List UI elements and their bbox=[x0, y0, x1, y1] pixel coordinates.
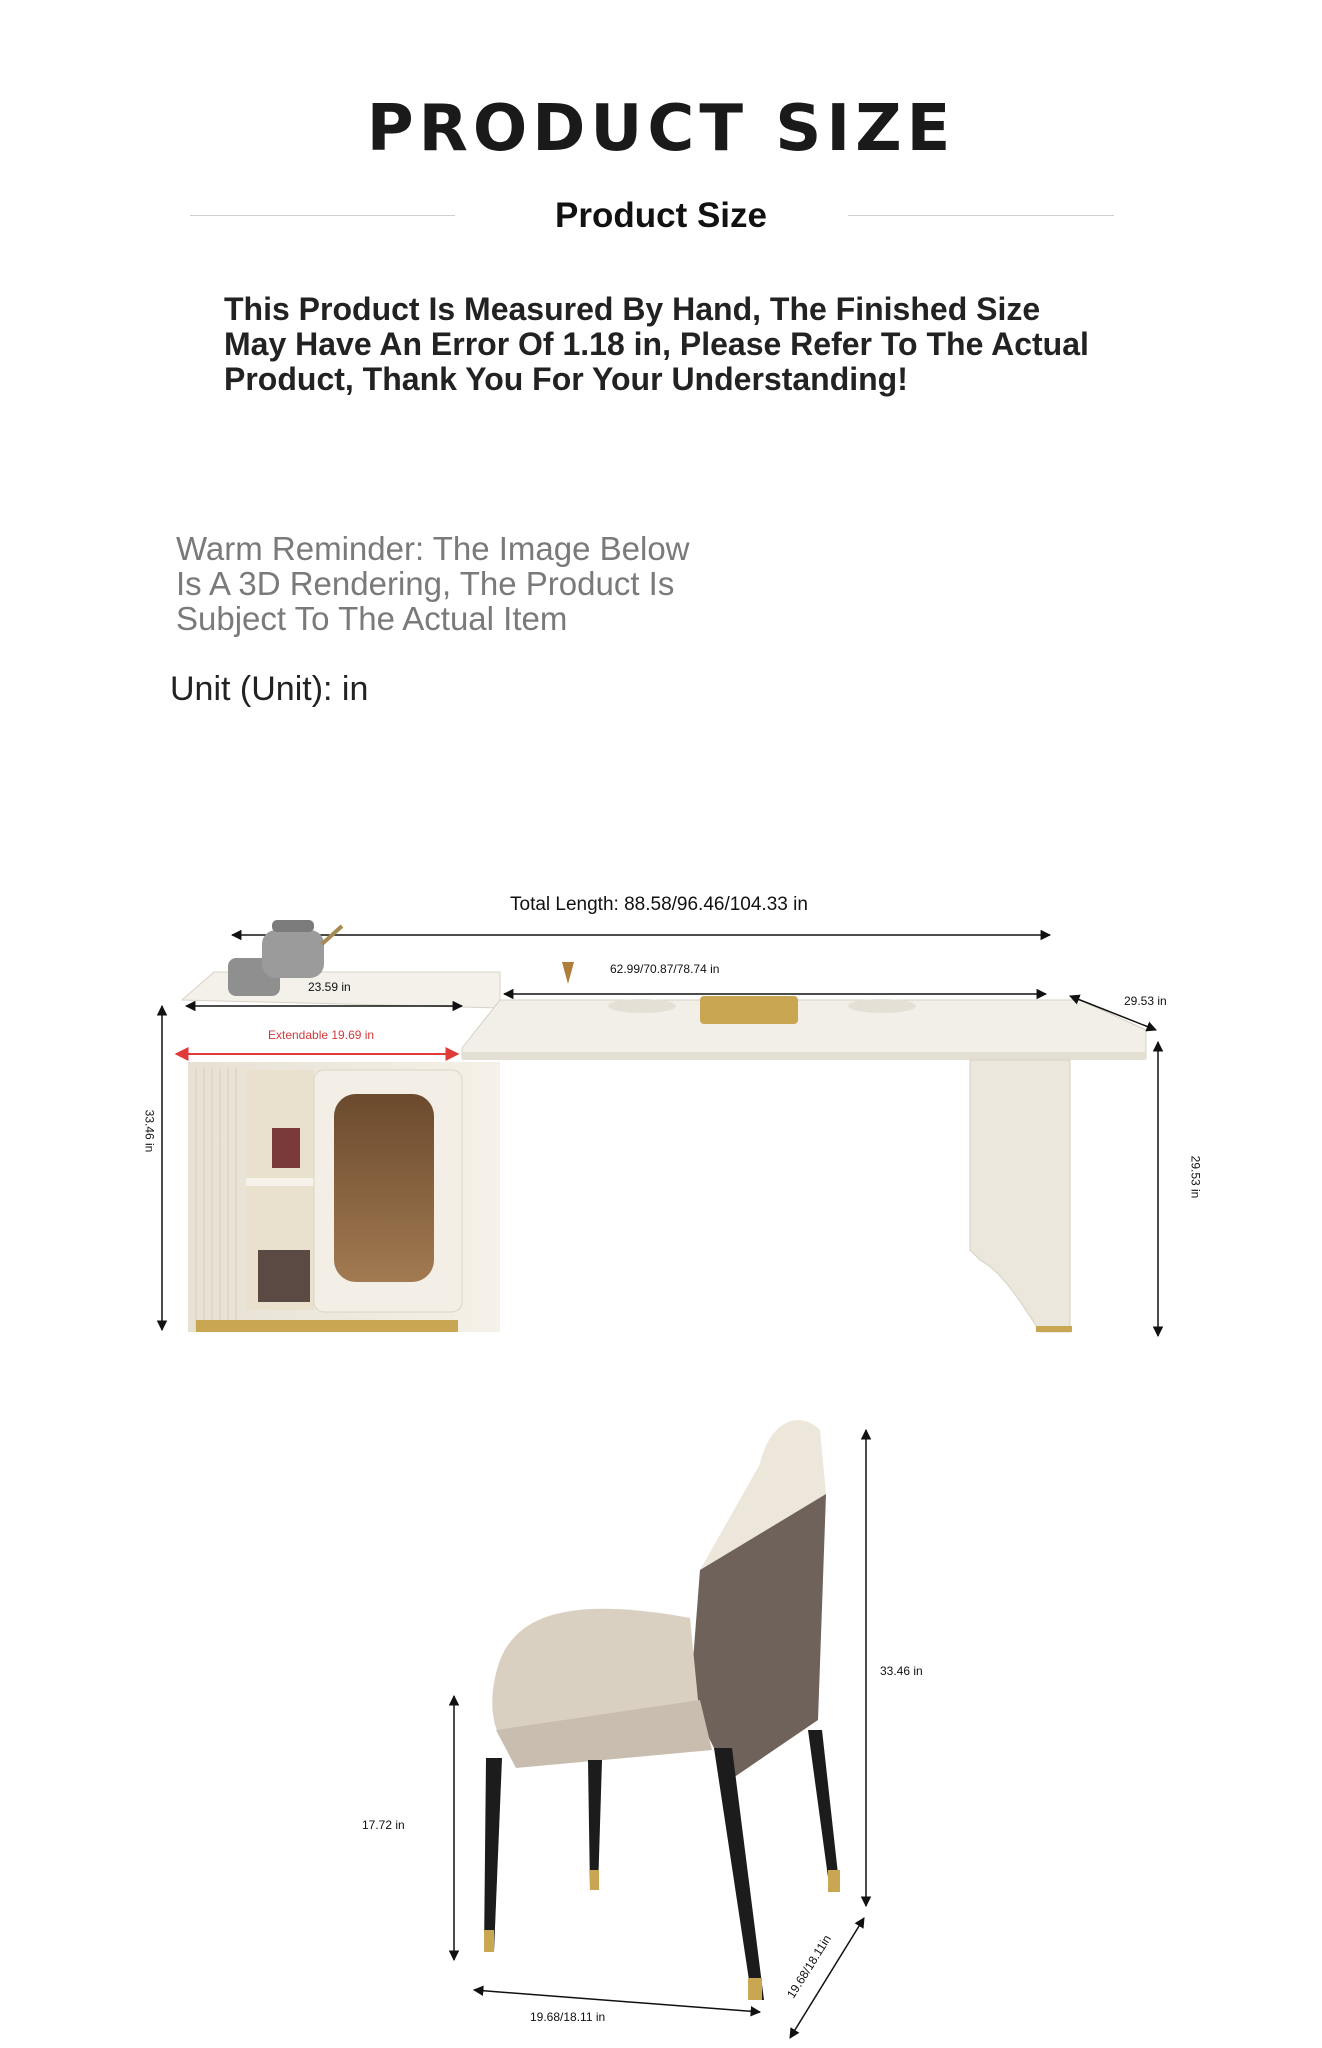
unit-label: Unit (Unit): in bbox=[170, 670, 369, 708]
table-height-label: 29.53 in bbox=[1188, 1155, 1203, 1199]
cabinet-top-width-label: 23.59 in bbox=[308, 980, 351, 994]
chair-legs bbox=[484, 1730, 840, 2000]
cabinet-height-label: 33.46 in bbox=[142, 1109, 157, 1153]
chair-width-label: 19.68/18.11 in bbox=[530, 2010, 606, 2024]
section-subtitle: Product Size bbox=[555, 196, 767, 235]
table-depth-label: 29.53 in bbox=[1124, 994, 1167, 1008]
extendable-label: Extendable 19.69 in bbox=[268, 1028, 375, 1042]
measurement-notice: This Product Is Measured By Hand, The Finished Size May Have An Error Of 1.18 in, Please Refer To The Actual Product, Thank You For Your Understanding! bbox=[224, 291, 1089, 397]
chair-backrest bbox=[690, 1494, 826, 1780]
seat-height-label: 17.72 in bbox=[362, 1818, 405, 1832]
chair-height-label: 33.46 in bbox=[880, 1664, 923, 1678]
chair-depth-label: 19.68/18.11in bbox=[784, 1932, 835, 2001]
page-title: PRODUCT SIZE bbox=[366, 92, 956, 166]
total-length-label: Total Length: 88.58/96.46/104.33 in bbox=[510, 894, 808, 915]
tabletop-length-label: 62.99/70.87/78.74 in bbox=[610, 962, 720, 976]
rendering-reminder: Warm Reminder: The Image Below Is A 3D Rendering, The Product Is Subject To The Actual Item bbox=[176, 530, 690, 637]
